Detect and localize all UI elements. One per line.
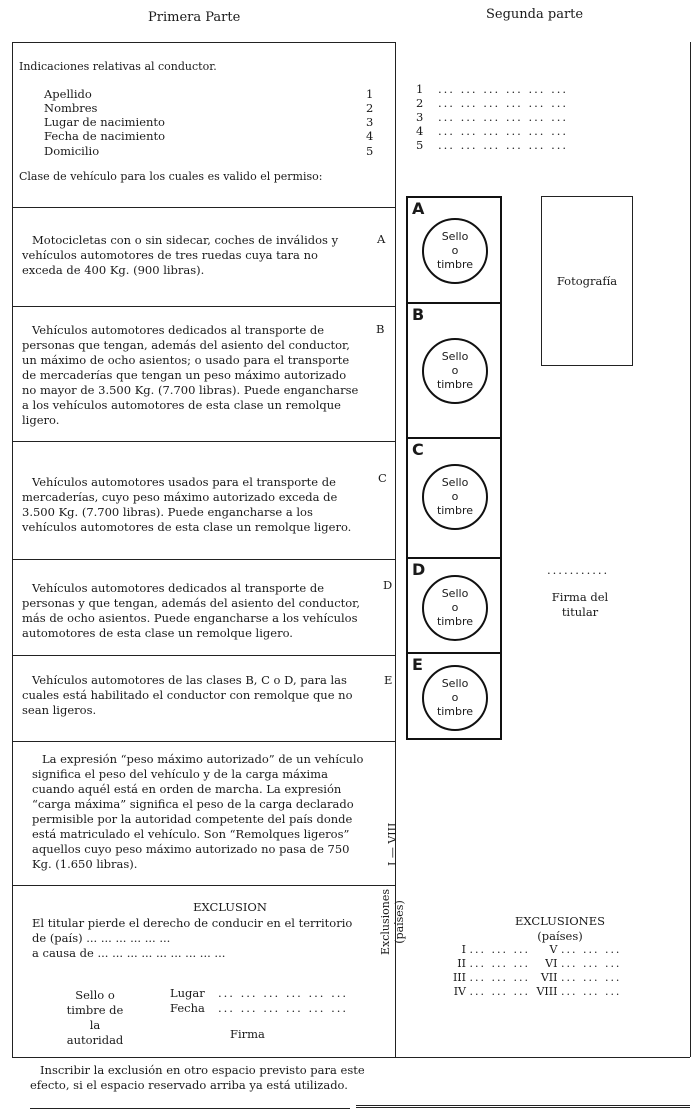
- row-dots: ... ... ...: [469, 985, 530, 998]
- roman-left: II: [457, 957, 466, 970]
- class-intro: Clase de vehículo para los cuales es valido el permiso:: [19, 170, 323, 183]
- row-dots: ... ... ...: [560, 957, 622, 970]
- stamp-cell-a: [406, 196, 502, 304]
- class-d-letter: D: [383, 578, 393, 592]
- divider-a: [12, 207, 395, 208]
- roman-right: VIII: [536, 985, 558, 998]
- stamp-text: timbre: [436, 615, 474, 628]
- definitions-side-label: I — VIII: [386, 822, 399, 866]
- roman-left: I: [461, 943, 466, 956]
- stamp-circle-e: [422, 665, 488, 731]
- class-b-letter: B: [376, 322, 385, 336]
- stamp-circle-b: [422, 338, 488, 404]
- part-two-header: Segunda parte: [486, 7, 584, 22]
- stamp-letter-a: A: [412, 199, 425, 218]
- class-c-text: Vehículos automotores usados para el transporte de mercaderías, cuyo peso máximo autorizado exceda de 3.500 Kg. (7.700 libras). Puede engancharse a los vehículos automotores de esta clase un remolque ligero.: [22, 475, 352, 534]
- field-num-1: 1: [366, 87, 374, 101]
- row-dots: ... ... ...: [560, 943, 622, 956]
- stamp-circle-a: [422, 218, 488, 284]
- row-dots: ... ... ...: [560, 985, 622, 998]
- class-e-text: Vehículos automotores de las clases B, C o D, para las cuales está habilitado el conductor con remolque que no sean ligeros.: [22, 673, 353, 717]
- right-dots-5: ... ... ... ... ... ...: [438, 138, 569, 152]
- left-border: [12, 42, 13, 1057]
- stamp-letter-c: C: [412, 440, 424, 459]
- right-dots-2: ... ... ... ... ... ...: [438, 96, 569, 110]
- exclusion-row: [452, 957, 621, 970]
- roman-left: IV: [453, 985, 466, 998]
- date-dots: ... ... ... ... ... ...: [218, 1001, 349, 1015]
- stamp-text: Sello: [441, 677, 469, 690]
- stamp-cell-e: [406, 652, 502, 740]
- bottom-border-right: [395, 1057, 690, 1058]
- exclusiones-title: EXCLUSIONES: [514, 914, 606, 928]
- field-lugar: Lugar de nacimiento: [44, 115, 165, 129]
- stamp-text: timbre: [436, 378, 474, 391]
- stamp-cell-c: [406, 437, 502, 559]
- signature-label: Firma del titular: [551, 590, 609, 619]
- roman-left: III: [452, 971, 466, 984]
- divider-d: [12, 559, 395, 560]
- part-one-header: Primera Parte: [148, 10, 241, 25]
- stamp-text: o: [451, 691, 459, 704]
- exclusion-row: [452, 943, 621, 956]
- stamp-letter-b: B: [412, 305, 425, 324]
- roman-right: VII: [540, 971, 558, 984]
- footer-rule-right: [356, 1105, 690, 1108]
- right-dots-1: ... ... ... ... ... ...: [438, 82, 569, 96]
- field-num-5: 5: [366, 144, 374, 158]
- field-num-3: 3: [366, 115, 374, 129]
- footer-rule-left: [30, 1108, 350, 1109]
- stamp-text: Sello: [441, 230, 469, 243]
- footer-note: Inscribir la exclusión en otro espacio previsto para este efecto, si el espacio reservado arriba ya está utilizado.: [30, 1063, 365, 1092]
- exclusiones-subtitle: (países): [537, 929, 583, 943]
- stamp-circle-c: [422, 464, 488, 530]
- exclusion-row: [452, 971, 621, 984]
- right-dots-4: ... ... ... ... ... ...: [438, 124, 569, 138]
- stamp-text: Sello: [441, 476, 469, 489]
- exclusion-row: [452, 985, 621, 998]
- bottom-border-left: [12, 1057, 395, 1058]
- stamp-text: o: [451, 244, 459, 257]
- right-num-1: 1: [416, 82, 424, 96]
- class-e-letter: E: [384, 673, 393, 687]
- stamp-text: timbre: [436, 504, 474, 517]
- stamp-circle-d: [422, 575, 488, 641]
- roman-right: V: [549, 943, 558, 956]
- date-label: Fecha: [170, 1001, 205, 1015]
- stamp-text: o: [451, 490, 459, 503]
- class-b-text: Vehículos automotores dedicados al transporte de personas que tengan, además del asiento del conductor, un máximo de ocho asientos; o usado para el transporte de mercaderías que tengan un peso máximo autorizado no mayor de 3.500 Kg. (7.700 libras). Puede engancharse a los vehículos automotores de esta clase un remolque ligero.: [22, 323, 359, 427]
- roman-right: VI: [545, 957, 558, 970]
- field-num-2: 2: [366, 101, 374, 115]
- field-fecha: Fecha de nacimiento: [44, 129, 166, 143]
- photo-box: [541, 196, 633, 366]
- authority-seal-label: Sello o timbre de la autoridad: [66, 988, 124, 1047]
- divider-e: [12, 655, 395, 656]
- stamp-cell-b: [406, 302, 502, 439]
- exclusion-title: EXCLUSION: [193, 900, 267, 914]
- driver-intro: Indicaciones relativas al conductor.: [19, 60, 217, 73]
- field-apellido: Apellido: [44, 87, 92, 101]
- right-border: [690, 42, 691, 1057]
- stamp-letter-e: E: [412, 655, 423, 674]
- place-label: Lugar: [170, 986, 205, 1000]
- row-dots: ... ... ...: [469, 971, 530, 984]
- stamp-text: Sello: [441, 587, 469, 600]
- exclusion-side-label: Exclusiones (países): [379, 888, 406, 956]
- stamp-text: Sello: [441, 350, 469, 363]
- right-num-3: 3: [416, 110, 424, 124]
- right-num-4: 4: [416, 124, 424, 138]
- stamp-cell-d: [406, 557, 502, 654]
- row-dots: ... ... ...: [469, 943, 530, 956]
- row-dots: ... ... ...: [560, 971, 622, 984]
- stamp-text: timbre: [436, 258, 474, 271]
- stamp-text: o: [451, 364, 459, 377]
- stamp-text: o: [451, 601, 459, 614]
- right-num-2: 2: [416, 96, 424, 110]
- stamp-letter-d: D: [412, 560, 426, 579]
- row-dots: ... ... ...: [469, 957, 530, 970]
- place-dots: ... ... ... ... ... ...: [218, 986, 349, 1000]
- field-nombres: Nombres: [44, 101, 98, 115]
- divider-c: [12, 441, 395, 442]
- sign-label: Firma: [230, 1027, 265, 1041]
- field-num-4: 4: [366, 129, 374, 143]
- photo-label: Fotografía: [556, 274, 618, 288]
- class-c-letter: C: [378, 471, 387, 485]
- class-a-letter: A: [377, 232, 386, 246]
- right-num-5: 5: [416, 138, 424, 152]
- signature-line: ...........: [547, 563, 610, 577]
- top-border: [12, 42, 395, 43]
- class-d-text: Vehículos automotores dedicados al transporte de personas y que tengan, además del asiento del conductor, más de ocho asientos. Puede engancharse a los vehículos automotores de esta clase un remolque ligero.: [22, 581, 361, 640]
- exclusion-line1: El titular pierde el derecho de conducir en el territorio de (país) ... ... ... ... ... ...: [32, 916, 353, 945]
- definitions-text: La expresión “peso máximo autorizado” de un vehículo significa el peso del vehículo y de la carga máxima cuando aquél está en orden de marcha. La expresión “carga máxima” significa el peso de la carga declarado permisible por la autoridad competente del país donde está matriculado el vehículo. Son “Remolques ligeros” aquellos cuyo peso máximo autorizado no pasa de 750 Kg. (1.650 libras).: [32, 752, 364, 871]
- divider-defs: [12, 741, 395, 742]
- exclusion-line2: a causa de ... ... ... ... ... ... ... ... ...: [32, 946, 226, 960]
- field-domicilio: Domicilio: [44, 144, 100, 158]
- stamp-text: timbre: [436, 705, 474, 718]
- divider-exclusion: [12, 885, 395, 886]
- class-a-text: Motocicletas con o sin sidecar, coches de inválidos y vehículos automotores de tres ruedas cuya tara no exceda de 400 Kg. (900 libras).: [22, 233, 339, 277]
- divider-b: [12, 306, 395, 307]
- right-dots-3: ... ... ... ... ... ...: [438, 110, 569, 124]
